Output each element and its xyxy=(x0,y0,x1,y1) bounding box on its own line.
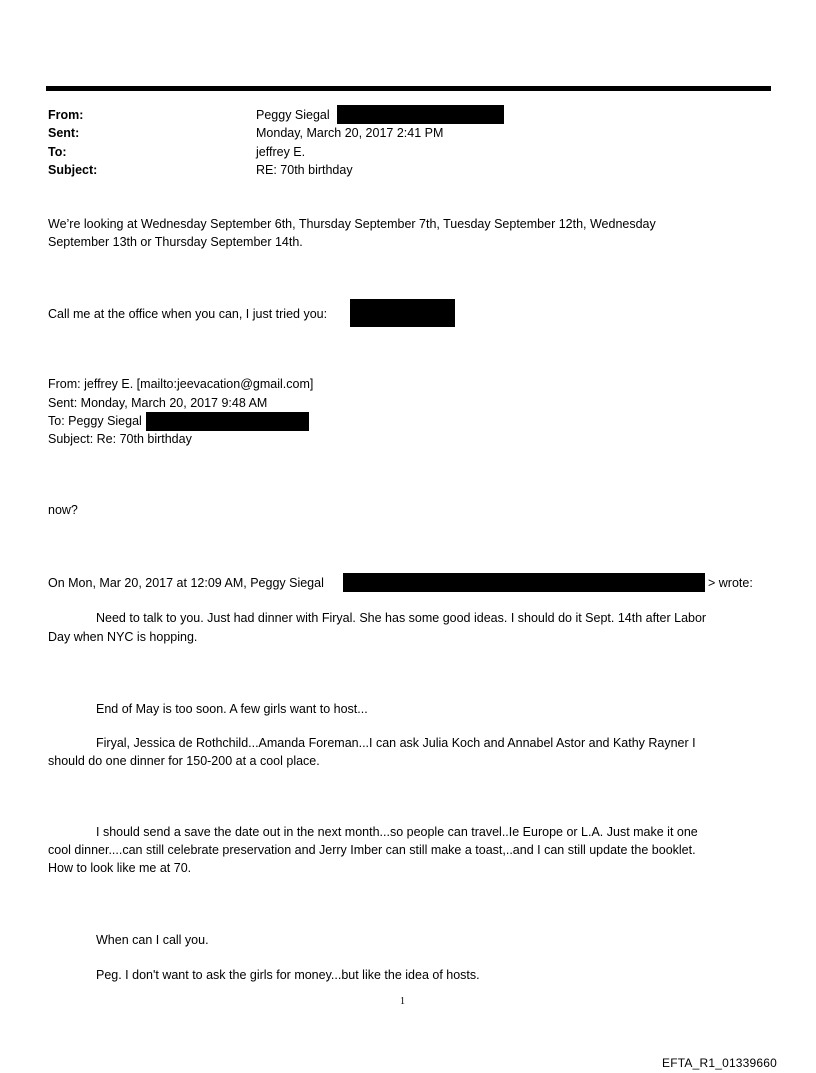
quoted-paragraph-3-line-1: Firyal, Jessica de Rothchild...Amanda Foreman...I can ask Julia Koch and Annabel Astor and Kathy Rayner I xyxy=(96,736,696,750)
quoted-from-line: From: jeffrey E. [mailto:jeevacation@gmail.com] xyxy=(48,377,314,391)
from-label: From: xyxy=(48,108,84,122)
quoted-paragraph-4-line-2: cool dinner....can still celebrate preservation and Jerry Imber can still make a toast,..and I can still update the booklet. xyxy=(48,843,696,857)
quoted-sent-line: Sent: Monday, March 20, 2017 9:48 AM xyxy=(48,396,268,410)
to-label: To: xyxy=(48,145,67,159)
quoted-paragraph-3-line-2: should do one dinner for 150-200 at a cool place. xyxy=(48,754,320,768)
body-paragraph-1-line-2: September 13th or Thursday September 14th. xyxy=(48,235,303,249)
quoted-paragraph-4-line-3: How to look like me at 70. xyxy=(48,861,192,875)
sent-label: Sent: xyxy=(48,126,80,140)
quoted-paragraph-6: Peg. I don't want to ask the girls for money...but like the idea of hosts. xyxy=(96,968,480,982)
redaction-box xyxy=(350,299,455,327)
on-wrote-suffix: > wrote: xyxy=(708,576,753,590)
quoted-subject-line: Subject: Re: 70th birthday xyxy=(48,432,192,446)
redaction-box xyxy=(337,105,504,124)
sent-value: Monday, March 20, 2017 2:41 PM xyxy=(256,126,444,140)
reply-text: now? xyxy=(48,503,78,517)
subject-value: RE: 70th birthday xyxy=(256,163,353,177)
body-paragraph-2: Call me at the office when you can, I just tried you: xyxy=(48,307,328,321)
quoted-paragraph-1-line-1: Need to talk to you. Just had dinner with Firyal. She has some good ideas. I should do it Sept. 14th after Labor xyxy=(96,611,707,625)
bates-number: EFTA_R1_01339660 xyxy=(662,1056,778,1070)
subject-label: Subject: xyxy=(48,163,98,177)
quoted-paragraph-5: When can I call you. xyxy=(96,933,209,947)
on-wrote-prefix: On Mon, Mar 20, 2017 at 12:09 AM, Peggy Siegal xyxy=(48,576,324,590)
quoted-to-line: To: Peggy Siegal xyxy=(48,414,142,428)
redaction-box xyxy=(146,412,309,431)
redaction-box xyxy=(343,573,705,592)
to-value: jeffrey E. xyxy=(256,145,306,159)
quoted-paragraph-2: End of May is too soon. A few girls want to host... xyxy=(96,702,368,716)
quoted-paragraph-1-line-2: Day when NYC is hopping. xyxy=(48,630,198,644)
header-divider-rule xyxy=(46,86,771,91)
page-number: 1 xyxy=(400,996,405,1007)
from-value: Peggy Siegal xyxy=(256,108,330,122)
quoted-paragraph-4-line-1: I should send a save the date out in the next month...so people can travel..Ie Europe or L.A. Just make it one xyxy=(96,825,698,839)
body-paragraph-1-line-1: We’re looking at Wednesday September 6th, Thursday September 7th, Tuesday September 12th, Wednesday xyxy=(48,217,656,231)
